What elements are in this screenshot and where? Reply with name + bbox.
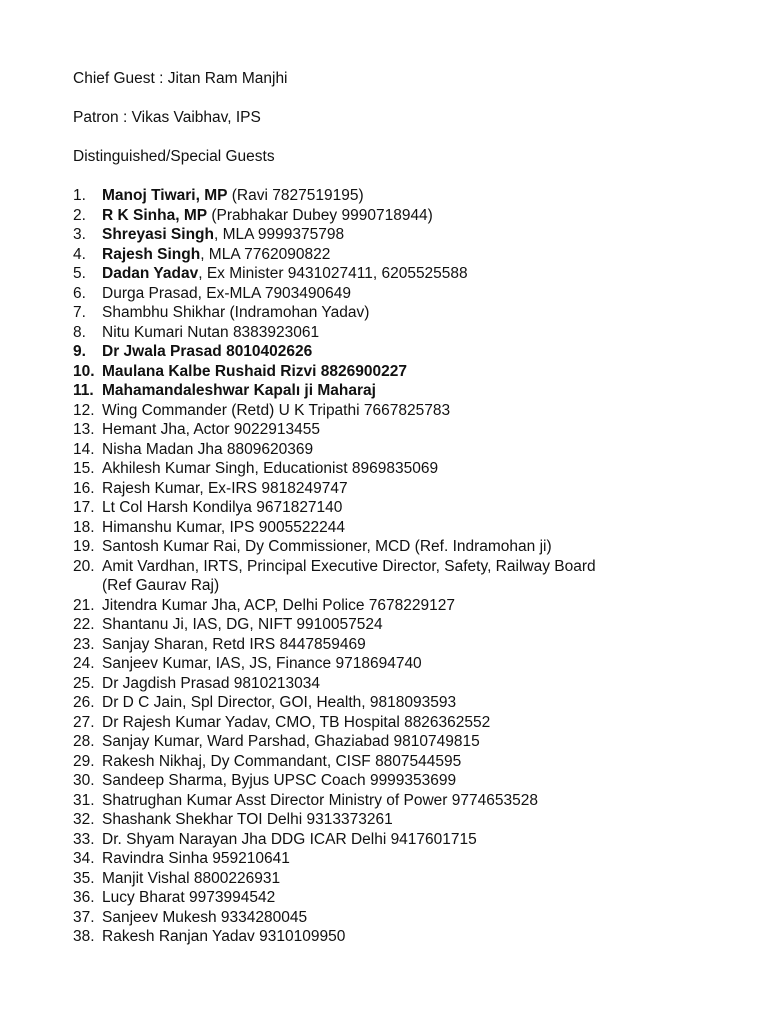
guest-entry <box>102 459 753 479</box>
guest-details: Rajesh Kumar, Ex-IRS 9818249747 <box>102 479 348 497</box>
guest-details: Dr. Shyam Narayan Jha DDG ICAR Delhi 9417601715 <box>102 830 477 848</box>
guest-list-item <box>73 635 753 655</box>
guest-details: Amit Vardhan, IRTS, Principal Executive Director, Safety, Railway Board <box>102 557 596 575</box>
guest-number: 34. <box>73 850 95 867</box>
guest-entry <box>102 849 753 869</box>
guest-details: Rakesh Ranjan Yadav 9310109950 <box>102 928 346 945</box>
guest-number: 10. <box>73 362 95 380</box>
guest-name: Shreyasi Singh <box>102 226 214 243</box>
guest-list-item <box>73 440 753 460</box>
guest-details: Dr D C Jain, Spl Director, GOI, Health, 9818093593 <box>102 694 457 711</box>
guest-entry <box>102 830 753 850</box>
guest-list-item <box>73 888 753 908</box>
guest-entry <box>102 479 753 499</box>
guest-entry <box>102 713 753 733</box>
guest-number: 29. <box>73 752 95 770</box>
guest-list-item <box>73 186 753 206</box>
guest-entry <box>102 420 753 440</box>
guest-details: Sandeep Sharma, Byjus UPSC Coach 9999353699 <box>102 772 457 789</box>
guest-number: 20. <box>73 557 95 575</box>
guest-details: Jitendra Kumar Jha, ACP, Delhi Police 7678229127 <box>102 596 455 614</box>
guest-entry <box>102 303 753 323</box>
guest-details: Sanjay Sharan, Retd IRS 8447859469 <box>102 635 366 653</box>
guest-details: (Ravi 7827519195) <box>227 187 364 204</box>
guest-entry <box>102 186 753 206</box>
guest-details: Akhilesh Kumar Singh, Educationist 8969835069 <box>102 460 439 477</box>
guest-details: Manjit Vishal 8800226931 <box>102 869 281 887</box>
guest-details: Sanjay Kumar, Ward Parshad, Ghaziabad 9810749815 <box>102 733 480 750</box>
guest-details: Rakesh Nikhaj, Dy Commandant, CISF 8807544595 <box>102 752 462 770</box>
guest-list-item <box>73 771 753 791</box>
guest-entry <box>102 342 753 362</box>
guest-details-continued: (Ref Gaurav Raj) <box>102 577 220 594</box>
guest-list-item <box>73 206 753 226</box>
guest-number: 19. <box>73 538 95 555</box>
patron-line: Patron : Vikas Vaibhav, IPS <box>73 109 261 126</box>
guest-entry <box>102 498 753 518</box>
guest-list-item <box>73 342 753 362</box>
guest-entry <box>102 362 753 382</box>
guest-details: Dr Jagdish Prasad 9810213034 <box>102 674 321 692</box>
guest-details: Dr Jwala Prasad 8010402626 <box>102 343 313 360</box>
guest-entry <box>102 537 753 557</box>
guest-name: Manoj Tiwari, MP <box>102 187 228 204</box>
guest-details: Shambhu Shikhar (Indramohan Yadav) <box>102 304 370 321</box>
guest-entry <box>102 752 753 772</box>
guest-number: 18. <box>73 518 95 536</box>
guest-number: 12. <box>73 401 95 419</box>
guest-list-item <box>73 674 753 694</box>
guest-list-item <box>73 869 753 889</box>
guest-number: 33. <box>73 830 95 848</box>
guest-list-item <box>73 713 753 733</box>
guest-list-item <box>73 810 753 830</box>
guest-entry <box>102 284 753 304</box>
section-title: Distinguished/Special Guests <box>73 148 275 165</box>
guest-number: 23. <box>73 635 95 653</box>
guest-number: 36. <box>73 889 95 906</box>
guest-name: Rajesh Singh <box>102 245 201 263</box>
guest-entry <box>102 927 753 947</box>
guest-list-item <box>73 596 753 616</box>
guest-details: Lucy Bharat 9973994542 <box>102 889 276 906</box>
guest-list-item <box>73 518 753 538</box>
chief-guest-line: Chief Guest : Jitan Ram Manjhi <box>73 70 288 87</box>
guest-list-item <box>73 791 753 811</box>
guest-number: 31. <box>73 791 95 809</box>
guest-list-item <box>73 615 753 635</box>
guest-entry <box>102 908 753 928</box>
guest-details: Nisha Madan Jha 8809620369 <box>102 440 314 458</box>
guest-number: 35. <box>73 869 95 887</box>
guest-entry <box>102 381 753 401</box>
guest-details: Mahamandaleshwar Kapalı ji Maharaj <box>102 382 376 399</box>
guest-number: 27. <box>73 713 95 731</box>
guest-entry <box>102 401 753 421</box>
guest-entry <box>102 557 753 596</box>
guest-details: Sanjeev Kumar, IAS, JS, Finance 9718694740 <box>102 655 422 672</box>
guest-entry <box>102 771 753 791</box>
guest-entry <box>102 791 753 811</box>
guest-details: Shantanu Ji, IAS, DG, NIFT 9910057524 <box>102 616 383 633</box>
guest-list-item <box>73 927 753 947</box>
guest-details: Hemant Jha, Actor 9022913455 <box>102 421 321 438</box>
guest-entry <box>102 615 753 635</box>
guest-details: Sanjeev Mukesh 9334280045 <box>102 908 308 926</box>
guest-details: Wing Commander (Retd) U K Tripathi 7667825783 <box>102 401 451 419</box>
guest-number: 13. <box>73 421 95 438</box>
guest-list-item <box>73 245 753 265</box>
guest-name: R K Sinha, MP <box>102 206 208 224</box>
guest-number: 5. <box>73 265 86 282</box>
guest-number: 22. <box>73 616 95 633</box>
guest-list-item <box>73 225 753 245</box>
guest-details: Dr Rajesh Kumar Yadav, CMO, TB Hospital 8826362552 <box>102 713 491 731</box>
guest-number: 24. <box>73 655 95 672</box>
guest-details: Lt Col Harsh Kondilya 9671827140 <box>102 499 343 516</box>
guest-list-item <box>73 362 753 382</box>
guest-entry <box>102 323 753 343</box>
guest-number: 3. <box>73 226 86 243</box>
guest-list-item <box>73 303 753 323</box>
guest-details: , Ex Minister 9431027411, 6205525588 <box>198 265 468 282</box>
guest-number: 11. <box>73 382 94 399</box>
guest-name: Dadan Yadav <box>102 265 199 282</box>
guest-list-item <box>73 732 753 752</box>
guest-list-item <box>73 420 753 440</box>
guest-number: 37. <box>73 908 95 926</box>
guest-number: 16. <box>73 479 95 497</box>
guest-entry <box>102 654 753 674</box>
guest-number: 6. <box>73 284 86 302</box>
guest-number: 38. <box>73 928 95 945</box>
guest-entry <box>102 869 753 889</box>
guest-entry <box>102 732 753 752</box>
guest-list-item <box>73 459 753 479</box>
guest-entry <box>102 206 753 226</box>
guest-list-item <box>73 479 753 499</box>
guest-details: , MLA 7762090822 <box>200 245 331 263</box>
guest-number: 8. <box>73 323 86 341</box>
guest-details: Shatrughan Kumar Asst Director Ministry of Power 9774653528 <box>102 791 538 809</box>
guest-number: 15. <box>73 460 95 477</box>
guest-list-item <box>73 537 753 557</box>
guest-list-item <box>73 284 753 304</box>
guest-number: 28. <box>73 733 95 750</box>
guest-details: Maulana Kalbe Rushaid Rizvi 8826900227 <box>102 362 407 380</box>
guest-entry <box>102 810 753 830</box>
guest-entry <box>102 888 753 908</box>
guest-entry <box>102 245 753 265</box>
guest-entry <box>102 596 753 616</box>
guest-list-item <box>73 830 753 850</box>
guest-number: 32. <box>73 811 95 828</box>
guest-list-item <box>73 381 753 401</box>
guest-details: , MLA 9999375798 <box>213 226 345 243</box>
guest-number: 4. <box>73 245 86 263</box>
guest-details: Nitu Kumari Nutan 8383923061 <box>102 323 320 341</box>
guest-entry <box>102 635 753 655</box>
guest-details: Santosh Kumar Rai, Dy Commissioner, MCD (Ref. Indramohan ji) <box>102 538 552 555</box>
guest-list-item <box>73 323 753 343</box>
guest-entry <box>102 264 753 284</box>
guest-number: 7. <box>73 304 86 321</box>
guest-number: 14. <box>73 440 95 458</box>
guest-number: 9. <box>73 343 86 360</box>
guest-details: Himanshu Kumar, IPS 9005522244 <box>102 518 345 536</box>
guest-list-item <box>73 908 753 928</box>
guest-details: Shashank Shekhar TOI Delhi 9313373261 <box>102 811 393 828</box>
guest-number: 26. <box>73 694 95 711</box>
guest-number: 25. <box>73 674 95 692</box>
guest-entry <box>102 674 753 694</box>
guest-list-item <box>73 849 753 869</box>
guest-entry <box>102 225 753 245</box>
guest-number: 1. <box>73 187 86 204</box>
guest-details: (Prabhakar Dubey 9990718944) <box>207 206 433 224</box>
guest-details: Ravindra Sinha 959210641 <box>102 850 290 867</box>
guest-number: 2. <box>73 206 86 224</box>
guest-number: 21. <box>73 596 95 614</box>
guest-entry <box>102 518 753 538</box>
guest-entry <box>102 693 753 713</box>
guest-number: 17. <box>73 499 95 516</box>
guest-list-item <box>73 752 753 772</box>
guest-list-item <box>73 557 753 596</box>
guest-list-item <box>73 498 753 518</box>
guest-list-item <box>73 654 753 674</box>
guest-number: 30. <box>73 772 95 789</box>
guest-list-item <box>73 264 753 284</box>
guest-details: Durga Prasad, Ex-MLA 7903490649 <box>102 284 352 302</box>
guest-list-item <box>73 401 753 421</box>
guest-list-item <box>73 693 753 713</box>
guest-list <box>73 186 753 947</box>
guest-entry <box>102 440 753 460</box>
